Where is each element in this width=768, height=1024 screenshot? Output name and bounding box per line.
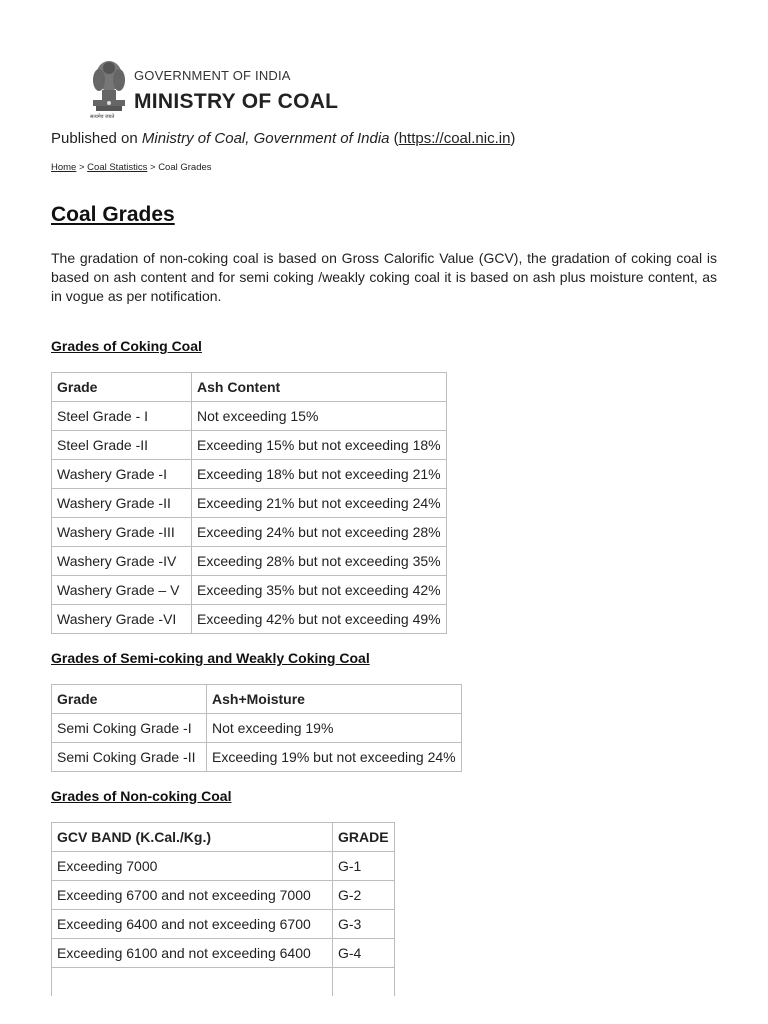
table-row — [52, 605, 447, 634]
grade-cell: G-3 — [333, 910, 395, 939]
gcv-band-cell: Exceeding 7000 — [52, 852, 333, 881]
table-row — [52, 743, 462, 772]
table-header-cell: GRADE — [333, 823, 395, 852]
table-row — [52, 852, 395, 881]
grade-cell: Washery Grade -VI — [52, 605, 192, 634]
published-line — [51, 130, 515, 147]
table-row — [52, 489, 447, 518]
site-header — [88, 56, 388, 120]
grade-cell — [333, 968, 395, 997]
table-row — [52, 968, 395, 997]
grade-cell: Steel Grade -II — [52, 431, 192, 460]
ministry-label: MINISTRY OF COAL — [134, 90, 339, 113]
ash-content-cell: Exceeding 24% but not exceeding 28% — [192, 518, 447, 547]
government-label: GOVERNMENT OF INDIA — [134, 68, 291, 83]
table-header-cell: GCV BAND (K.Cal./Kg.) — [52, 823, 333, 852]
table-row — [52, 402, 447, 431]
grade-cell: Steel Grade - I — [52, 402, 192, 431]
ash-content-cell: Exceeding 28% but not exceeding 35% — [192, 547, 447, 576]
table-row — [52, 547, 447, 576]
table-row — [52, 518, 447, 547]
grade-cell: G-4 — [333, 939, 395, 968]
ash-content-cell: Exceeding 18% but not exceeding 21% — [192, 460, 447, 489]
table-row — [52, 939, 395, 968]
coking-section-title: Grades of Coking Coal — [51, 338, 202, 354]
coking-coal-table — [51, 372, 447, 634]
grade-cell: Washery Grade – V — [52, 576, 192, 605]
semi-coking-section-title: Grades of Semi-coking and Weakly Coking Coal — [51, 650, 370, 666]
table-row — [52, 910, 395, 939]
intro-paragraph: The gradation of non-coking coal is based on Gross Calorific Value (GCV), the gradation of coking coal is based on ash content and for semi coking /weakly coking coal it is based on ash plus moisture content, as in vogue as per notification. — [51, 250, 717, 304]
table-header-cell: Ash Content — [192, 373, 447, 402]
grade-cell: Washery Grade -II — [52, 489, 192, 518]
published-open-paren: ( — [389, 130, 399, 147]
ash-content-cell: Exceeding 21% but not exceeding 24% — [192, 489, 447, 518]
semi-coking-coal-table — [51, 684, 462, 772]
breadcrumb-separator: > — [76, 162, 88, 173]
breadcrumb — [51, 162, 212, 173]
table-row — [52, 460, 447, 489]
table-row — [52, 714, 462, 743]
ash-content-cell: Exceeding 42% but not exceeding 49% — [192, 605, 447, 634]
ash-moisture-cell: Not exceeding 19% — [207, 714, 462, 743]
ash-moisture-cell: Exceeding 19% but not exceeding 24% — [207, 743, 462, 772]
breadcrumb-home-link[interactable]: Home — [51, 162, 77, 173]
table-header-row — [52, 373, 447, 402]
table-header-cell: Grade — [52, 685, 207, 714]
table-header-cell: Grade — [52, 373, 192, 402]
ash-content-cell: Exceeding 35% but not exceeding 42% — [192, 576, 447, 605]
ash-content-cell: Not exceeding 15% — [192, 402, 447, 431]
site-url-link[interactable]: https://coal.nic.in — [398, 130, 511, 147]
breadcrumb-current: Coal Grades — [158, 162, 212, 173]
emblem-motto: सत्यमेव जयते — [90, 114, 115, 120]
gcv-band-cell: Exceeding 6400 and not exceeding 6700 — [52, 910, 333, 939]
gcv-band-cell: Exceeding 6100 and not exceeding 6400 — [52, 939, 333, 968]
breadcrumb-separator: > — [147, 162, 159, 173]
table-header-row — [52, 685, 462, 714]
grade-cell: G-1 — [333, 852, 395, 881]
grade-cell: Washery Grade -IV — [52, 547, 192, 576]
published-close-paren: ) — [510, 130, 516, 147]
grade-cell: G-2 — [333, 881, 395, 910]
national-emblem-icon — [88, 56, 130, 120]
table-header-cell: Ash+Moisture — [207, 685, 462, 714]
page-title: Coal Grades — [51, 203, 175, 226]
grade-cell: Washery Grade -III — [52, 518, 192, 547]
table-header-row — [52, 823, 395, 852]
non-coking-coal-table — [51, 822, 395, 996]
gcv-band-cell: Exceeding 6700 and not exceeding 7000 — [52, 881, 333, 910]
published-prefix: Published on — [51, 130, 142, 147]
grade-cell: Semi Coking Grade -II — [52, 743, 207, 772]
published-site: Ministry of Coal, Government of India — [141, 130, 390, 147]
table-row — [52, 576, 447, 605]
table-row — [52, 431, 447, 460]
breadcrumb-coal-statistics-link[interactable]: Coal Statistics — [87, 162, 148, 173]
non-coking-section-title: Grades of Non-coking Coal — [51, 788, 232, 804]
gcv-band-cell — [52, 968, 333, 997]
grade-cell: Semi Coking Grade -I — [52, 714, 207, 743]
ash-content-cell: Exceeding 15% but not exceeding 18% — [192, 431, 447, 460]
table-row — [52, 881, 395, 910]
grade-cell: Washery Grade -I — [52, 460, 192, 489]
